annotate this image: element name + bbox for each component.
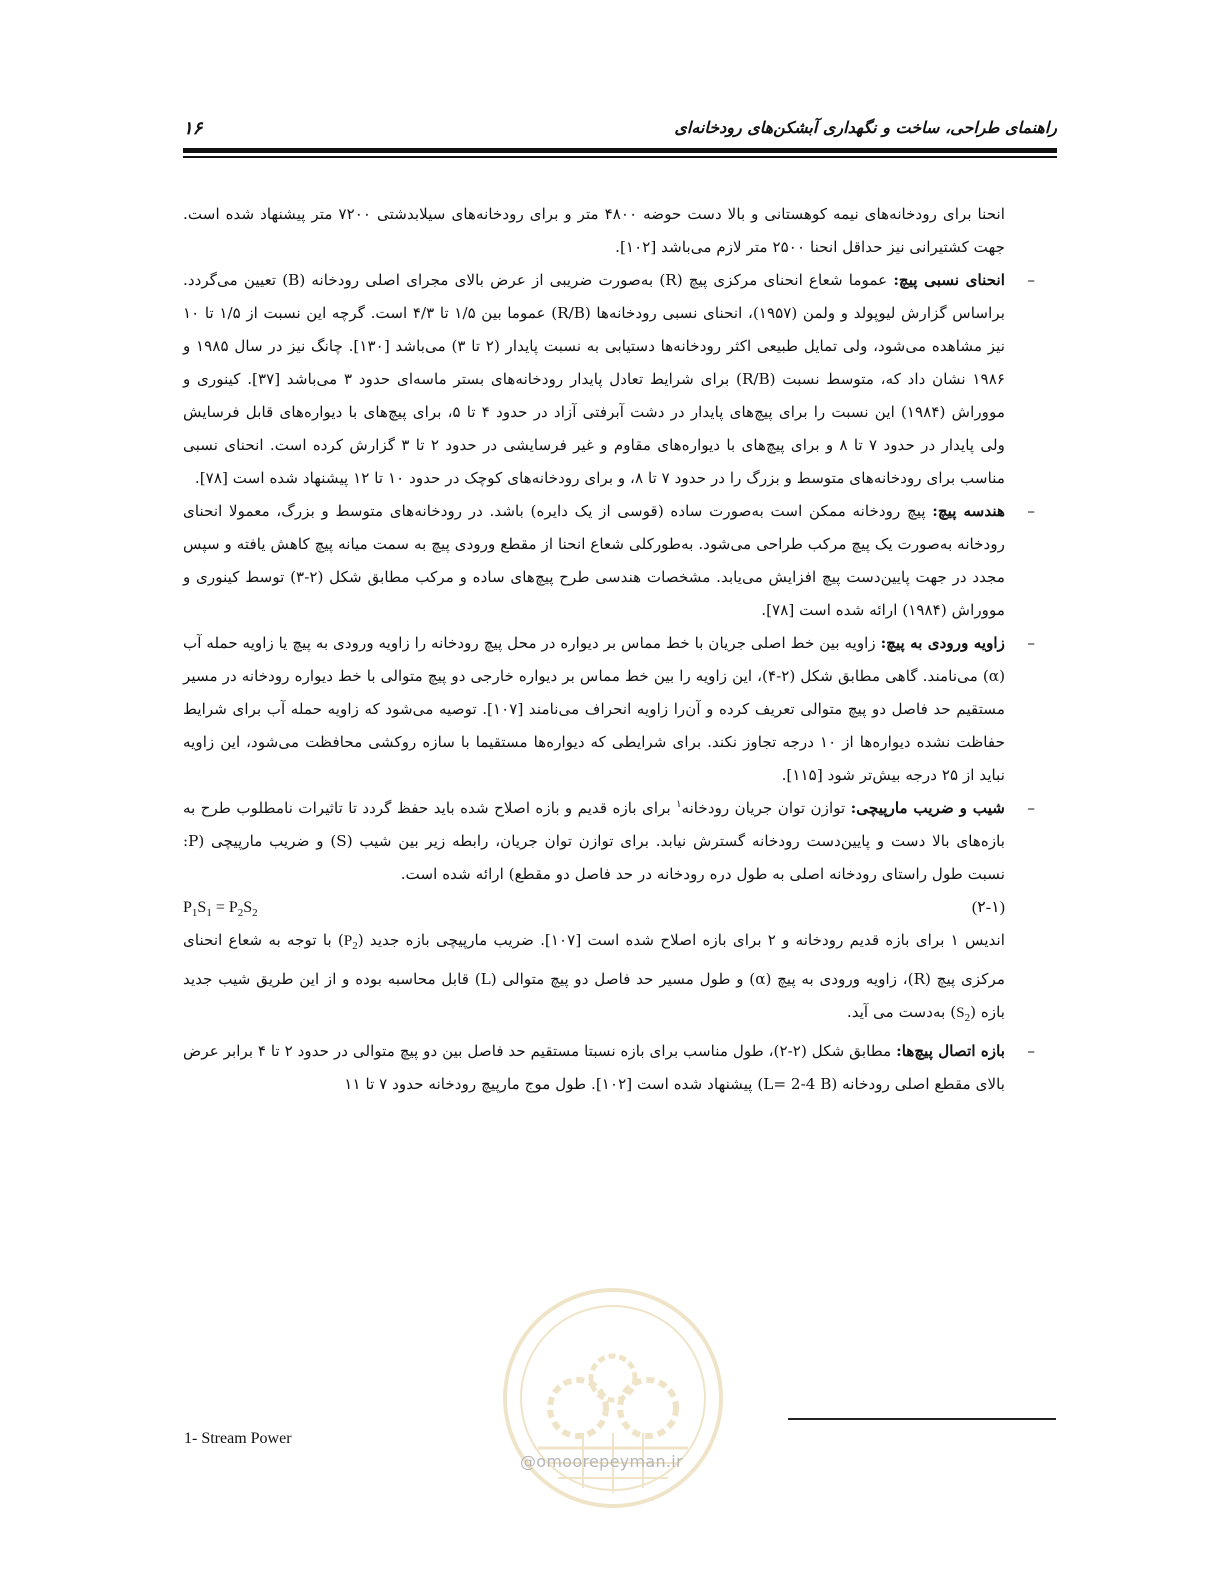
equation-2-1: [183, 891, 1005, 924]
bullet-dash: –: [1027, 634, 1035, 652]
bullet-dash: –: [1027, 271, 1035, 289]
bullet-title: زاویه ورودی به پیچ:: [880, 634, 1005, 652]
footnote-rule: [788, 1418, 1056, 1420]
after-equation-paragraph: اندیس ۱ برای بازه قدیم رودخانه و ۲ برای بازه اصلاح شده است [۱۰۷]. ضریب مارپیچی بازه جدید $(P_2)$ با توجه به شعاع انحنای مرکزی پیچ (R)، زاویه ورودی به پیچ (α) و طول مسیر حد فاصل دو پیچ متوالی (L) قابل محاسبه بوده و از این طریق شیب جدید بازه $(S_2)$ به‌دست می آید.: [183, 931, 1006, 1025]
page-header: [183, 118, 1057, 146]
intro-paragraph: انحنا برای رودخانه‌های نیمه کوهستانی و بالا دست حوضه ۴۸۰۰ متر و برای رودخانه‌های سیلابدشتی ۷۲۰۰ متر پیشنهاد شده است. جهت کشتیرانی نیز حداقل انحنا ۲۵۰۰ متر لازم می‌باشد [۱۰۲].: [183, 205, 1005, 256]
watermark-seal-logo: [498, 1283, 728, 1513]
bullet-bend-connection: [183, 1035, 1035, 1101]
bullet-slope-sinuosity: [183, 792, 1035, 891]
bullet-text: مطابق شکل (۲-۲)، طول مناسب برای بازه نسبتا مستقیم حد فاصل بین دو پیچ متوالی در حدود ۲ تا ۴ برابر عرض بالای مقطع اصلی رودخانه (L= 2-4 B) پیشنهاد شده است [۱۰۲]. طول موج مارپیچ رودخانه حدود ۷ تا ۱۱: [183, 1042, 1005, 1094]
footnote-marker[interactable]: ۱: [676, 798, 682, 810]
bullet-text: زاویه بین خط اصلی جریان با خط مماس بر دیواره در محل پیچ رودخانه را زاویه ورودی به پیچ یا زاویه حمله آب (α) می‌نامند. گاهی مطابق شکل (۲-۴)، این زاویه را بین خط مماس بر دیواره خارجی دو پیچ متوالی با خط دیواره رودخانه در مسیر مستقیم حد فاصل دو پیچ متوالی تعریف کرده و آن‌را زاویه انحراف می‌نامند [۱۰۷]. توصیه می‌شود که زاویه حمله آب برای شرایط حفاظت نشده دیواره‌ها از ۱۰ درجه تجاوز نکند. برای شرایطی که دیواره‌ها مستقیما با سازه روکشی محافظت می‌شود، این زاویه نباید از ۲۵ درجه بیش‌تر شود [۱۱۵].: [183, 634, 1005, 784]
bullet-text: پیچ رودخانه ممکن است به‌صورت ساده (قوسی از یک دایره) باشد. در رودخانه‌های متوسط و بزرگ، معمولا انحنای رودخانه به‌صورت یک پیچ مرکب طراحی می‌شود. به‌طورکلی شعاع انحنا از مقطع ورودی پیچ به سمت میانه پیچ کاهش یافته و سپس مجدد در جهت پایین‌دست پیچ افزایش می‌یابد. مشخصات هندسی طرح پیچ‌های ساده و مرکب مطابق شکل (۲-۳) توسط کینوری و مووراش (۱۹۸۴) ارائه شده است [۷۸].: [183, 502, 1005, 619]
running-title: راهنمای طراحی، ساخت و نگهداری آبشکن‌های رودخانه‌ای: [674, 118, 1057, 137]
header-rule-thick: [183, 148, 1057, 153]
bullet-bend-geometry: [183, 495, 1035, 627]
page-body: [183, 198, 1035, 1101]
bullet-title: هندسه پیچ:: [932, 502, 1005, 520]
bullet-dash: –: [1027, 799, 1035, 817]
bullet-title: شیب و ضریب مارپیچی:: [850, 799, 1005, 817]
bullet-title: انحنای نسبی پیچ:: [893, 271, 1005, 289]
footnote-stream-power: 1- Stream Power: [184, 1430, 292, 1447]
watermark-url: @omoorepeyman.ir: [520, 1452, 683, 1471]
page-number: ۱۶: [183, 118, 203, 139]
bullet-dash: –: [1027, 1042, 1035, 1061]
bullet-text: توازن توان جریان رودخانه: [681, 799, 851, 817]
bullet-text-continued: برای بازه قدیم و بازه اصلاح شده باید حفظ گردد تا تاثیرات نامطلوب طرح به بازه‌های بالا دست و پایین‌دست رودخانه گسترش نیابد. برای توازن توان جریان، رابطه زیر بین شیب (S) و ضریب مارپیچی (P: نسبت طول راستای رودخانه اصلی به طول دره رودخانه در حد فاصل دو مقطع) ارائه شده است.: [183, 799, 1006, 883]
equation-number: (۲-۱): [971, 899, 1005, 916]
header-rule-thin: [183, 156, 1057, 158]
bullet-text: عموما شعاع انحنای مرکزی پیچ (R) به‌صورت ضریبی از عرض بالای مجرای اصلی رودخانه (B) تعیین می‌گردد. براساس گزارش لیوپولد و ولمن (۱۹۵۷)، انحنای نسبی رودخانه‌ها (R/B) عموما بین ۱/۵ تا ۴/۳ است. گرچه این نسبت از ۱/۵ تا ۱۰ نیز مشاهده می‌شود، ولی تمایل طبیعی اکثر رودخانه‌ها دستیابی به نسبت پایدار (۲ تا ۳) می‌باشد [۱۳۰]. چانگ نیز در سال ۱۹۸۵ و ۱۹۸۶ نشان داد که، متوسط نسبت (R/B) برای شرایط تعادل پایدار رودخانه‌های بستر ماسه‌ای حدود ۳ می‌باشد [۳۷]. کینوری و مووراش (۱۹۸۴) این نسبت را برای پیچ‌های پایدار در دشت آبرفتی آزاد در حدود ۴ تا ۵، برای پیچ‌های با دیواره‌های قابل فرسایش ولی پایدار در حدود ۷ تا ۸ و برای پیچ‌های با دیواره‌های مقاوم و غیر فرسایشی در حدود ۲ تا ۳ گزارش کرده است. انحنای نسبی مناسب برای رودخانه‌های متوسط و بزرگ را در حدود ۷ تا ۸، و برای رودخانه‌های کوچک در حدود ۱۰ تا ۱۲ پیشنهاد شده است [۷۸].: [183, 271, 1006, 487]
bullet-relative-curvature: [183, 264, 1035, 495]
bullet-dash: –: [1027, 502, 1035, 520]
bullet-entry-angle: [183, 627, 1035, 792]
bullet-title: بازه اتصال پیچ‌ها:: [896, 1042, 1005, 1061]
equation-formula: $P_1S_1 = P_2S_2$: [183, 899, 258, 920]
